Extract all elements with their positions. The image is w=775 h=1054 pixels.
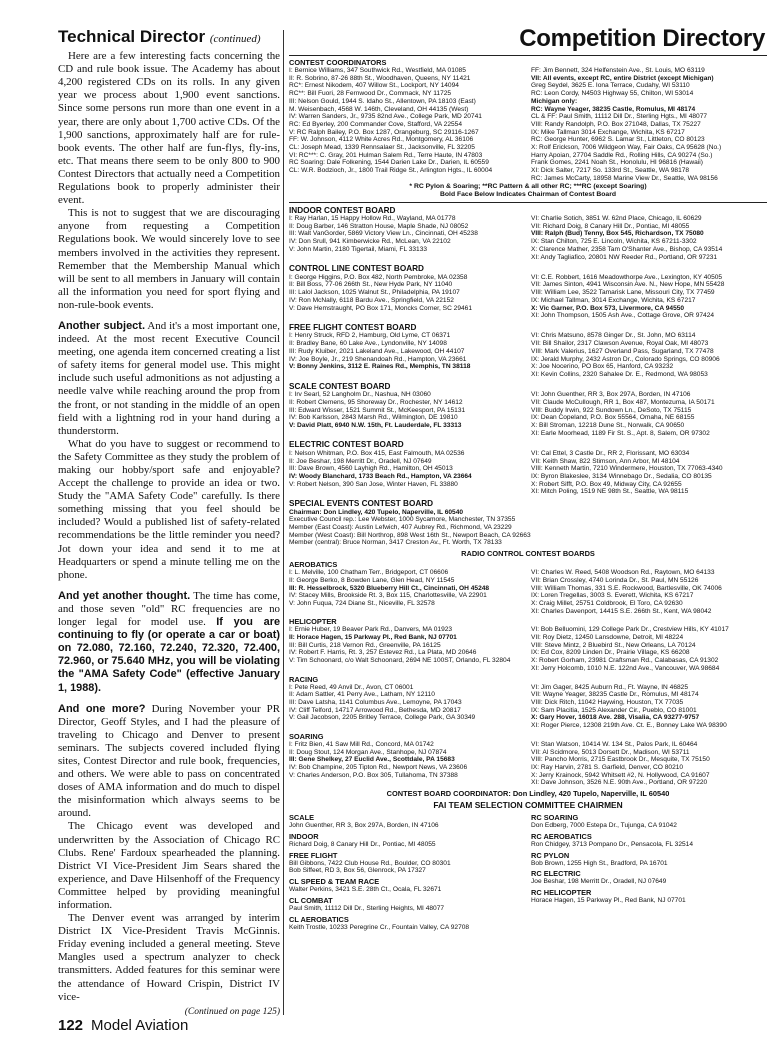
coordinator-entry: III: Nelson Gould, 1944 S. Idaho St., Allentown, PA 18103 (East)	[289, 97, 476, 105]
board-member: V: Robert Nelson, 390 San Jose, Winter Haven, FL 33880	[289, 480, 458, 488]
board-members-right	[531, 215, 767, 261]
board-member: IV: Don Srull, 941 Kimberwicke Rd., McLean, VA 22102	[289, 238, 451, 246]
board-member: VI: Cal Ettel, 3 Castle Dr., RR 2, Florissant, MO 63034	[531, 449, 690, 457]
board-member: VII: Richard Doig, 8 Canary Hill Dr., Pontiac, MI 48055	[531, 222, 690, 230]
board-member: VIII: Pancho Morris, 2715 Eastbrook Dr., Mesquite, TX 75150	[531, 756, 710, 764]
board-member: VIII: Buddy Irwin, 922 Sundown Ln., DeSoto, TX 75115	[531, 406, 692, 414]
board-member: VII: Roy Dietz, 12450 Lansdowne, Detroit, MI 48224	[531, 634, 684, 642]
board-member: III: Dave Latsha, 1141 Columbus Ave., Lemoyne, PA 17043	[289, 699, 462, 706]
board-member: VIII: Ralph (Bud) Tenny, Box 545, Richardson, TX 75080	[531, 230, 704, 238]
page-footer	[58, 1017, 188, 1035]
board-member: IV: Bob Karlsson, 2843 Marsh Rd., Wilmington, DE 19810	[289, 414, 458, 422]
board-heading: INDOOR CONTEST BOARD	[289, 205, 396, 215]
coordinator-entry: M. Weisenbach, 4568 W. 146th, Cleveland, OH 44135 (West)	[289, 105, 469, 113]
board-members	[289, 684, 767, 730]
column-title: Technical Director (continued)	[58, 27, 261, 46]
board-coordinator: CONTEST BOARD COORDINATOR: Don Lindley, 420 Tupelo, Naperville, IL 60540	[386, 789, 670, 799]
coordinator-entry: Frank Gomes, 2241 Noah St., Honolulu, HI 96816 (Hawaii)	[531, 159, 703, 167]
board-members	[289, 569, 767, 615]
paragraph: What do you have to suggest or recommend to the Safety Committee as they study the problem of making our hobby/sport safe and enjoyable? Accept the challenge to provide an idea or two. Study the "AMA Safety Code" carefully. Is there something missing that you feel should be included? Would a published list of safety-related recommendations be the little reminder you need? Jot down your idea and send it to me at Headquarters or spend a minute telling me on the phone.	[58, 437, 280, 581]
board-members-right	[531, 274, 767, 320]
page-number: 122	[58, 1017, 84, 1034]
fai-left	[289, 811, 525, 932]
fai-chairman: Bob Siffeet, RD 3, Box 56, Glenrock, PA 17327	[289, 867, 426, 875]
coordinator-entry: VI: RC***: C. Gray, 201 Hulman Salem Rd., Terre Haute, IN 47803	[289, 151, 483, 159]
board-member: IV: Woody Blanchard, 1733 Beach Rd., Hampton, VA 23664	[289, 473, 472, 481]
coordinator-entry: RC Soaring: Dale Folkening, 1544 Darien Lake Dr., Darien, IL 60559	[289, 159, 489, 167]
board-member: IX: Michael Tallman, 3014 Exchange, Wichita, KS 67217	[531, 296, 696, 304]
board-member: VI: Charlie Sotich, 3851 W. 62nd Place, Chicago, IL 60629	[531, 215, 702, 223]
special-line: Executive Council rep.: Lee Webster, 1000 Sycamore, Manchester, TN 37355	[289, 516, 516, 524]
board-member: II: Horace Hagen, 15 Parkway Pl., Red Bank, NJ 07701	[289, 634, 457, 642]
coordinator-entry: Greg Seydel, 3625 E. Iona Terrace, Cudahy, WI 53110	[531, 82, 690, 90]
fai-chairman: Walter Perkins, 3421 S.E. 28th Ct., Ocala, FL 32671	[289, 886, 442, 894]
board-member: I: Nelson Whitman, P.O. Box 415, East Falmouth, MA 02536	[289, 449, 465, 457]
board-member: IX: Stan Chilton, 725 E. Lincoln, Wichita, KS 67211-3302	[531, 238, 697, 246]
coordinators-list	[289, 67, 767, 183]
board-member: IV: Robert F. Harris, Rt. 3, 257 Estevez Rd., La Plata, MD 20646	[289, 649, 477, 657]
board-member: XI: Jerry Holcomb, 1010 N.E. 122nd Ave., Vancouver, WA 98684	[531, 664, 720, 672]
board-member: I: Ernie Huber, 19 Beaver Park Rd., Danvers, MA 01923	[289, 626, 453, 634]
board-member: I: Henry Struck, RFD 2, Hamburg, Old Lyme, CT 06371	[289, 332, 451, 340]
contest-boards	[289, 206, 767, 497]
paragraph: Here are a few interesting facts concerning the CD and rule book issue. The Academy has about 4,200 registered CDs on its rolls. In any given year we process about 1,900 event sanctions. Since some persons run more than one event in a year, there are only about 1,700 active CDs. Of the 1,900 sanctions, approximately half are for rule-book events. The other half are fun-flys, fly-ins, etc. That means there seem to be only 800 to 900 Contest Directors that actually need a Competition Regulations book to properly administer their event.	[58, 50, 280, 207]
board-member: IV: Ron McNally, 6118 Bardu Ave., Springfield, VA 22152	[289, 296, 454, 304]
board-member: III: Walt VanGorder, 5869 Victory View Ln., Cincinnati, OH 45238	[289, 230, 478, 238]
board-members-right	[531, 391, 767, 437]
frequency-warning: If you are continuing to fly (or operate a car or boat) on 72.080, 72.160, 72.240, 72.320, 72.400, 72.960, or 75.640 MHz, you will be violating the "AMA Safety Code" (effective January 1, 1988).	[58, 616, 280, 694]
competition-directory	[289, 26, 767, 932]
board-members-right	[531, 684, 767, 730]
board-member: XI: Kevin Collins, 2320 Sahalee Dr. E., Redmond, WA 98053	[531, 371, 708, 378]
board-member: VIII: Mark Valerius, 1627 Overland Pass, Sugarland, TX 77478	[531, 347, 714, 355]
coordinator-entry: RC: Leon Cordy, N4503 Highway 55, Chilton, WI 53014	[531, 90, 694, 98]
coordinator-entry: VII: All events, except RC, entire District (except Michigan)	[531, 74, 714, 82]
coordinator-entry: CL: Joseph Mead, 1339 Rennsalaer St., Jacksonville, FL 32205	[289, 144, 475, 152]
board-members-left	[289, 450, 525, 496]
board-member: II: Doug Stout, 124 Morgan Ave., Stanhope, NJ 07874	[289, 748, 447, 756]
special-events-heading: SPECIAL EVENTS CONTEST BOARD	[289, 499, 434, 509]
divider	[289, 202, 767, 203]
board-member: IX: Byron Blakeslee, 3134 Winnebago Dr., Sedalia, CO 80135	[531, 473, 712, 481]
board-member: X: Clarence Mather, 2358 Tam O'Shanter Ave., Bishop, CA 93514	[531, 245, 723, 253]
special-line: Member (central): Bruce Norman, 3417 Creston Av., Ft. Worth, TX 78133	[289, 539, 502, 547]
board-member: XI: Mitch Poling, 1519 NE 98th St., Seattle, WA 98115	[531, 488, 689, 496]
board-heading: SOARING	[289, 731, 324, 741]
coordinator-entry: FF: W. Johnson, 4112 White Acres Rd., Montgomery, AL 36106	[289, 136, 474, 144]
board-member: V: Bonny Jenkins, 3112 E. Raines Rd., Memphis, TN 38118	[289, 363, 471, 371]
board-member: VII: Keith Shaw, 822 Stimson, Ann Arbor, MI 48104	[531, 457, 680, 465]
board-member: VIII: Steve Mintz, 2 Bluebird St., New Orleans, LA 70124	[531, 641, 696, 649]
board-member: IX: Jerald Murphy, 2432 Astron Dr., Colorado Springs, CO 80906	[531, 355, 720, 363]
board-member: VIII: Dick Ritch, 11042 Haywing, Houston, TX 77035	[531, 699, 684, 706]
board-member: IV: Stacey Mills, Brookside Rt. 3, Box 115, Charlottesville, VA 22901	[289, 592, 487, 600]
board-members-right	[531, 450, 767, 496]
bold-note: Bold Face Below Indicates Chairman of Contest Board	[440, 190, 616, 198]
board-member: V: Gail Jacobson, 2205 Britley Terrace, College Park, GA 30349	[289, 714, 476, 722]
board-member: III: Edward Wisser, 1521 Summit St., McKeesport, PA 15131	[289, 406, 466, 414]
board-members-left	[289, 215, 525, 261]
fai-category: RC SOARING	[531, 813, 579, 823]
board-member: VI: Bob Belluomini, 129 College Park Dr., Crestview Hills, KY 41017	[531, 626, 729, 634]
board-members-left	[289, 332, 525, 378]
board-members	[289, 741, 767, 787]
board-member: II: Joe Beshar, 198 Merritt Dr., Oradell, NJ 07649	[289, 457, 432, 465]
board-member: XI: Charles Davenport, 14415 S.E. 266th St., Kent, WA 98042	[531, 607, 712, 615]
coordinator-entry: RC: Wayne Yeager, 38235 Castle, Romulus, MI 48174	[531, 105, 696, 113]
board-heading: CONTROL LINE CONTEST BOARD	[289, 264, 424, 274]
section-another-subject: Another subject. And it's a most important one, indeed. At the most recent Executive Council meeting, one agenda item concerned creating a list of safety items for general model use. This might include such useful admonitions as not adjusting a needle valve while reaching around the prop from the front, or not standing in the middle of an open field with a lightning rod in your hand during a thunderstorm.	[58, 319, 280, 437]
special-line: Member (East Coast): Austin Lefwich, 407 Aubrey Rd., Richmond, VA 23229	[289, 524, 512, 532]
board-member: VI: Jim Gager, 8425 Auburn Rd., Ft. Wayne, IN 46825	[531, 683, 688, 691]
board-member: I: L. Melville, 100 Chatham Terr., Bridgeport, CT 06606	[289, 569, 449, 577]
rc-boards-heading: RADIO CONTROL CONTEST BOARDS	[461, 549, 595, 559]
board-member: X: Bill Stroman, 12218 Dune St., Norwalk, CA 90650	[531, 422, 685, 430]
special-line: Member (West Coast): Bill Northrop, 898 West 16th St., Newport Beach, CA 92663	[289, 531, 531, 539]
board-member: II: Bill Boss, 77-06 266th St., New Hyde Park, NY 11040	[289, 281, 453, 289]
paragraph: This is not to suggest that we are discouraging anyone from requesting a Competition Regulations book. We would sincerely love to see members involved in the activities they represent. Remember that the Membership Manual which will be sent to all members in January will contain all the information you need for sport flying and non-rule-book events.	[58, 207, 280, 311]
coordinator-entry: IX: Mike Tallman 3014 Exchange, Wichita, KS 67217	[531, 128, 685, 136]
fai-category: FREE FLIGHT	[289, 850, 338, 860]
special-chairman: Chairman: Don Lindley, 420 Tupelo, Naperville, IL 60540	[289, 508, 464, 516]
board-members-right	[531, 626, 767, 672]
board-members	[289, 215, 767, 261]
board-member: IV: Joe Boyle, Jr., 219 Shenandoah Rd., Hampton, VA 23661	[289, 355, 467, 363]
board-member: VI: Chris Matsuno, 8578 Ginger Dr., St. John, MO 63114	[531, 332, 696, 340]
fai-right	[531, 811, 767, 932]
board-heading: HELICOPTER	[289, 617, 337, 627]
board-member: VI: John Guenther, RR 3, Box 297A, Borden, IN 47106	[531, 391, 691, 399]
board-member: VII: Wayne Yeager, 38235 Castle Dr., Romulus, MI 48174	[531, 691, 699, 699]
coordinator-entry: FF: Jim Bennett, 324 Helfenstein Ave., St. Louis, MO 63119	[531, 67, 705, 74]
board-members-left	[289, 274, 525, 320]
board-member: X: Craig Millet, 25751 Coldbrook, El Toro, CA 92630	[531, 599, 683, 607]
coordinator-entry: RC: George Hunter, 6962 S. Lamar St., Littleton, CO 80123	[531, 136, 705, 144]
board-heading: SCALE CONTEST BOARD	[289, 381, 391, 391]
board-member: VII: Claude McCullough, RR 1, Box 487, Montezuma, IA 50171	[531, 398, 715, 406]
coordinator-entry: Michigan only:	[531, 97, 578, 105]
divider	[289, 55, 767, 56]
board-member: VII: Brian Crossley, 4740 Lorinda Dr., St. Paul, MN 55126	[531, 576, 699, 584]
board-member: VIII: Kenneth Martin, 7210 Windermere, Houston, TX 77063-4340	[531, 465, 723, 473]
board-member: I: Fritz Bien, 41 Saw Mill Rd., Concord, MA 01742	[289, 740, 434, 748]
coordinator-entry: II: R. Sobrino, 87-26 88th St., Woodhaven, Queens, NY 11421	[289, 74, 471, 82]
continued-note: (Continued on page 125)	[184, 1006, 280, 1017]
coordinator-entry: CL: W.R. Bodzioch, Jr., 1800 Trail Ridge St., Arlington Hgts., IL 60004	[289, 167, 493, 175]
section-another-thought: And yet another thought. The time has come, and those seven "old" RC frequencies are no longer legal for model use. If you are continuing to fly (or operate a car or boat) on 72.080, 72.160, 72.240, 72.320, 72.400, 72.960, or 75.640 MHz, you will be violating the "AMA Safety Code" (effective January 1, 1988).	[58, 589, 280, 694]
board-member: VII: Al Scidmore, 5013 Dorsett Dr., Madison, WI 53711	[531, 748, 690, 756]
coordinators-left	[289, 67, 525, 183]
board-member: II: George Berko, 8 Bowden Lane, Glen Head, NY 11545	[289, 576, 455, 584]
board-members	[289, 332, 767, 378]
board-member: IX: Loren Tregellas, 3003 S. Everett, Wichita, KS 67217	[531, 592, 694, 600]
title-continued: (continued)	[209, 33, 261, 45]
rc-contest-boards	[289, 560, 767, 787]
board-member: XI: Andy Tagliafico, 20801 NW Reeder Rd., Portland, OR 97231	[531, 253, 718, 261]
board-member: VIII: William Lee, 3522 Tamarisk Lane, Missouri City, TX 77459	[531, 289, 715, 297]
board-member: X: Jerry Krainock, 5942 Whitsett #2, N. Hollywood, CA 91607	[531, 771, 710, 779]
board-member: IV: Bob Champine, 205 Tipton Rd., Newport News, VA 23606	[289, 763, 468, 771]
board-heading: ELECTRIC CONTEST BOARD	[289, 440, 404, 450]
fai-heading: FAI TEAM SELECTION COMMITTEE CHAIRMEN	[433, 800, 623, 811]
coordinator-entry: I: Bernice Williams, 347 Southwick Rd., Westfield, MA 01085	[289, 67, 466, 74]
board-member: XI: Dave Johnson, 3526 N.E. 90th Ave., Portland, OR 97220	[531, 779, 708, 787]
board-member: X: Gary Hover, 16018 Ave. 288, Visalia, CA 93277-9757	[531, 714, 700, 722]
column-divider	[283, 30, 284, 1015]
section-one-more: And one more? During November your PR Director, Geoff Styles, and I had the pleasure of traveling to Chicago and Denver to present seminars. The subjects covered included flying sites, Contest Director and rule book, frequencies, and others. We were able to pass on concentrated doses of AMA information and do much to dispel the misinformation which always seems to be around.	[58, 702, 280, 820]
fai-category: INDOOR	[289, 831, 319, 841]
fai-category: RC HELICOPTER	[531, 888, 592, 898]
fai-category: RC AEROBATICS	[531, 831, 592, 841]
board-member: XI: Earle Moorhead, 1189 Fir St. S., Apt. 8, Salem, OR 97302	[531, 429, 710, 437]
board-member: VII: James Sinton, 4941 Wisconsin Ave. N., New Hope, MN 55428	[531, 281, 725, 289]
coordinators-right	[531, 67, 767, 183]
fai-category: CL SPEED & TEAM RACE	[289, 877, 380, 887]
board-member: V: John Fuqua, 724 Diane St., Niceville, FL 32578	[289, 599, 435, 607]
board-member: IX: Sam Placitia, 1525 Alexander Cir., Pueblo, CO 81001	[531, 706, 697, 714]
board-member: III: Bill Curtis, 218 Vernon Rd., Greenville, PA 16125	[289, 641, 441, 649]
board-member: XI: Roger Pierce, 12308 219th Ave. Ct. E., Bonney Lake WA 98390	[531, 722, 727, 730]
board-member: IX: Ray Harvin, 2781 S. Garfield, Denver, CO 80210	[531, 763, 684, 771]
board-member: IX: Ed Cox, 8209 Linden Dr., Prairie Village, KS 66208	[531, 649, 690, 657]
board-member: X: Vic Garner, P.O. Box 573, Livermore, CA 94550	[531, 304, 685, 312]
fai-chairman: Bill Gibbons, 7422 Club House Rd., Boulder, CO 80301	[289, 859, 451, 867]
coordinator-entry: Harry Apoian, 27704 Saddle Rd., Rolling Hills, CA 90274 (So.)	[531, 151, 713, 159]
board-members	[289, 626, 767, 672]
board-member: V: Dave Hemstraught, PO Box 171, Moncks Corner, SC 29461	[289, 304, 473, 312]
fai-chairman: Don Edberg, 7000 Estepa Dr., Tujunga, CA 91042	[531, 822, 677, 830]
board-members-right	[531, 332, 767, 378]
coordinator-entry: IV: Warren Sanders, Jr., 9735 82nd Ave., College Park, MD 20741	[289, 113, 482, 121]
board-members-left	[289, 569, 525, 615]
fai-chairman: Richard Doig, 8 Canary Hill Dr., Pontiac, MI 48055	[289, 840, 436, 848]
board-member: II: Doug Barber, 146 Stratton House, Maple Shade, NJ 08052	[289, 222, 469, 230]
board-member: VII: Bill Shailor, 2317 Clawson Avenue, Royal Oak, MI 48073	[531, 340, 709, 348]
board-member: I: Irv Searl, 52 Langholm Dr., Nashua, NH 03060	[289, 391, 431, 399]
board-member: I: Pete Reed, 49 Anvil Dr., Avon, CT 06001	[289, 683, 414, 691]
board-member: X: Joe Nocerino, PO Box 65, Hanford, CA 93232	[531, 363, 674, 371]
fai-chairman: Paul Smith, 11112 Dill Dr., Sterling Heights, MI 48077	[289, 905, 445, 913]
coordinators-heading: CONTEST COORDINATORS	[289, 58, 387, 67]
board-member: III: Dave Brown, 4560 Layhigh Rd., Hamilton, OH 45013	[289, 465, 453, 473]
paragraph: The Chicago event was developed and underwritten by the Association of Chicago RC Clubs. Rene' Fardoux spearheaded the planning. District VI Vice-President Jim Sears shared the experience, and Dave Hilsenhoff of the Frequency Committee helped by providing meaningful information.	[58, 820, 280, 911]
board-member: IV: Cliff Telford, 14717 Arrowood Rd., Bethesda, MD 20817	[289, 706, 461, 714]
fai-category: SCALE	[289, 813, 315, 823]
board-member: XI: John Thompson, 1505 Ash Ave., Cottage Grove, OR 97424	[531, 312, 715, 320]
coordinator-entry: X: Rolf Erickson, 7006 Wildgeon Way, Fair Oaks, CA 95628 (No.)	[531, 144, 722, 152]
fai-chairman: Bob Brown, 1255 High St., Bradford, PA 16701	[531, 859, 668, 867]
board-member: I: George Higgins, P.O. Box 482, North Pembroke, MA 02358	[289, 273, 468, 281]
board-member: III: Rudy Kluiber, 2021 Lakeland Ave., Lakewood, OH 44107	[289, 347, 465, 355]
fai-category: RC ELECTRIC	[531, 869, 581, 879]
fai-category: CL COMBAT	[289, 896, 333, 906]
board-members-right	[531, 741, 767, 787]
fai-category: RC PYLON	[531, 850, 570, 860]
paragraph: The Denver event was arranged by interim District IX Vice-President Travis McGinnis. Friday evening included a general meeting. Steve Mangles used a spectrum analyzer to check transmitters. Added features for this seminar were the attendance of Howard Crispin, District IV vice-	[58, 912, 280, 1003]
board-member: II: Bradley Bane, 60 Lake Ave., Lyndonville, NY 14098	[289, 340, 447, 348]
fai-chairman: John Guenther, RR 3, Box 297A, Borden, IN 47106	[289, 822, 439, 830]
board-member: V: David Platt, 6940 N.W. 15th, Ft. Lauderdale, FL 33313	[289, 422, 462, 430]
coordinator-entry: V: RC Ralph Bailey, P.O. Box 1287, Orangeburg, SC 29116-1267	[289, 128, 479, 136]
coordinator-entry: RC: James McCarty, 18958 Marine View Dr., Seattle, WA 98156	[531, 174, 718, 182]
fai-category: CL AEROBATICS	[289, 914, 349, 924]
fai-chairman: Ron Chidgey, 3713 Pompano Dr., Pensacola, FL 32514	[531, 840, 694, 848]
board-heading: FREE FLIGHT CONTEST BOARD	[289, 322, 417, 332]
board-members-right	[531, 569, 767, 615]
board-members-left	[289, 391, 525, 437]
board-member: VI: C.E. Robbert, 1616 Meadowthorpe Ave., Lexington, KY 40505	[531, 273, 723, 281]
coordinator-entry: RC**: Bill Fuori, 28 Fernwood Dr., Commack, NY 11725	[289, 90, 452, 98]
coordinator-entry: RC*: Ernest Nikodem, 407 Willow St., Lockport, NY 14094	[289, 82, 459, 90]
legend-note: * RC Pylon & Soaring; **RC Pattern & all other RC; ***RC (except Soaring)	[409, 182, 647, 190]
board-member: VIII: William Thomas, 331 S.E. Rockwood, Bartlesville, OK 74006	[531, 584, 722, 592]
board-member: III: Gene Shelkey, 27 Euclid Ave., Scottdale, PA 15683	[289, 756, 455, 764]
board-members	[289, 274, 767, 320]
coordinator-entry: VIII: Randy Randolph, P.O. Box 271048, Dallas, TX 75227	[531, 120, 701, 128]
coordinator-entry: CL & FF: Paul Smith, 11112 Dill Dr., Sterling Hgts., MI 48077	[531, 113, 708, 121]
board-members-left	[289, 741, 525, 787]
board-member: II: Robert Clemens, 95 Shoreway Dr., Rochester, NY 14612	[289, 398, 463, 406]
fai-chairman: Joe Beshar, 198 Merritt Dr., Oradell, NJ 07649	[531, 878, 667, 886]
board-member: VI: Charles W. Reed, 5408 Woodson Rd., Raytown, MO 64133	[531, 569, 715, 577]
coordinator-entry: XI: Dick Salter, 7217 So. 133rd St., Seattle, WA 98178	[531, 167, 690, 175]
board-members	[289, 450, 767, 496]
board-member: V: Tim Schoonard, c/o Walt Schoonard, 2694 NE 100ST, Orlando, FL 32804	[289, 657, 511, 665]
directory-title: Competition Directory	[519, 25, 765, 52]
fai-list	[289, 811, 767, 932]
board-heading: RACING	[289, 674, 319, 684]
board-heading: AEROBATICS	[289, 560, 338, 570]
board-member: III: Lalol Jackson, 1025 Walnut St., Philadelphia, PA 19107	[289, 289, 460, 297]
board-member: VI: Stan Watson, 10414 W. 134 St., Palos Park, IL 60464	[531, 740, 698, 748]
board-member: III: R. Hesselbrock, 5320 Blueberry Hill Ct., Cincinnati, OH 45248	[289, 584, 490, 592]
board-members	[289, 391, 767, 437]
board-member: X: Robert Gorham, 23981 Craftsman Rd., Calabasas, CA 91302	[531, 657, 719, 665]
magazine-name: Model Aviation	[91, 1017, 189, 1034]
coordinator-entry: RC: Ed Byerley, 200 Commander Cove, Stafford, VA 22554	[289, 120, 462, 128]
fai-chairman: Keith Trostle, 10233 Peregrine Cr., Fountain Valley, CA 92708	[289, 923, 470, 931]
board-member: IX: Dean Copeland, P.O. Box 55564, Omaha, NE 68155	[531, 414, 695, 422]
board-member: V: Charles Anderson, P.O. Box 305, Tullahoma, TN 37388	[289, 771, 458, 779]
board-member: II: Adam Sattler, 41 Perry Ave., Latham, NY 12110	[289, 691, 435, 699]
board-member: I: Ray Harlan, 15 Happy Hollow Rd., Wayland, MA 01778	[289, 215, 456, 223]
fai-chairman: Horace Hagen, 15 Parkway Pl., Red Bank, NJ 07701	[531, 897, 686, 905]
technical-director-column	[58, 27, 280, 1019]
board-member: X: Robert Sifft, P.O. Box 49, Midway City, CA 92655	[531, 480, 682, 488]
board-members-left	[289, 684, 525, 730]
board-member: V: John Martin, 2180 Tigertail, Miami, FL 33133	[289, 245, 428, 253]
board-members-left	[289, 626, 525, 672]
